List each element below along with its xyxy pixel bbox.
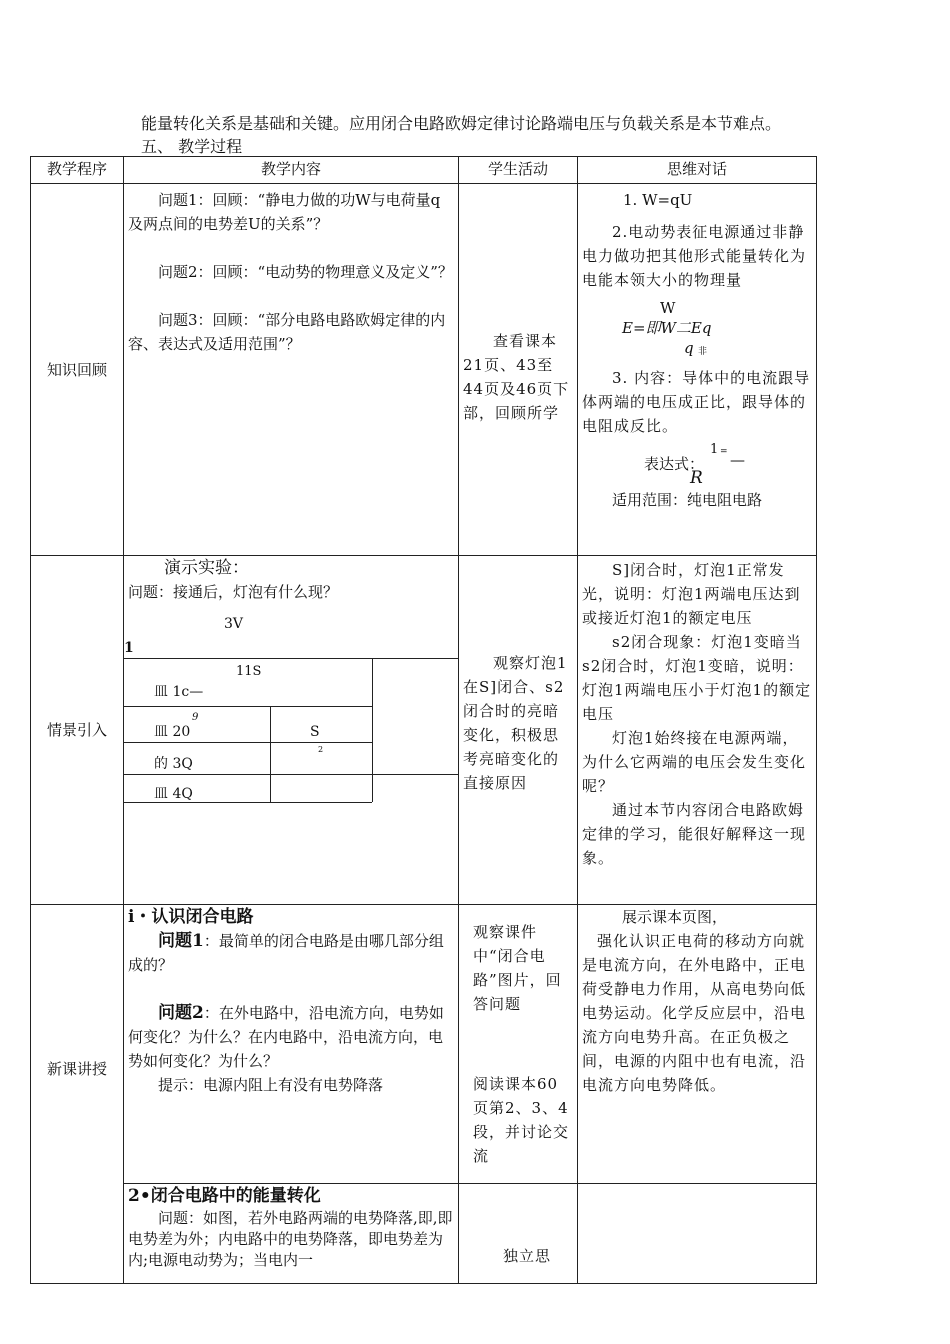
new-lesson-2-student: 独立思	[503, 1247, 552, 1265]
student-review	[459, 184, 578, 556]
new-lesson-student-activity-2: 阅读课本60页第2、3、4段，并讨论交流	[473, 1075, 570, 1165]
review-answer-2: 2.电动势表征电源通过非静电力做功把其他形式能量转化为电能本领大小的物理量	[582, 223, 807, 289]
emf-formula-top: W	[660, 299, 676, 317]
new-lesson-question-1-label: 问题1	[158, 931, 204, 951]
header-dialogue: 思维对话	[578, 157, 817, 184]
scene-question: 问题：接通后，灯泡有什么现？	[128, 583, 339, 601]
content-review	[124, 184, 459, 556]
header-row	[31, 157, 817, 184]
new-lesson-2-text: 问题：如图，若外电路两端的电势降落,即,即电势差为外；内电路中的电势降落，即电势差为内;电源电动势为；当电内一	[128, 1209, 453, 1269]
emf-formula	[578, 292, 816, 357]
review-student-activity: 查看课本21页、43至44页及46页下部，回顾所学	[463, 332, 570, 422]
emf-formula-subscript: 非	[698, 347, 708, 357]
circuit-diagram	[124, 604, 458, 904]
table-row-new-lesson-2	[31, 1184, 817, 1284]
circuit-switch-2-label: S	[310, 724, 320, 740]
circuit-row-1: 皿 1c—	[154, 684, 204, 700]
stage-scene: 情景引入	[31, 556, 124, 905]
circuit-voltage-label: 3V	[224, 616, 244, 632]
new-lesson-dialogue-2: 强化认识正电荷的移动方向就是电流方向，在外电路中，正电荷受静电力作用，从高电势向低电势运动。化学反应层中，沿电流方向电势升高。在正负极之间，电源的内阻中也有电流，沿电流方向电势降低。	[582, 932, 807, 1094]
emf-formula-bottom: q	[684, 339, 694, 357]
circuit-switch-2-subscript: 2	[318, 745, 324, 754]
teaching-process-table	[30, 156, 817, 1284]
review-answer-1: 1. W=qU	[623, 191, 693, 209]
content-new-lesson-2	[124, 1184, 459, 1284]
dialogue-new-lesson-1	[578, 905, 817, 1184]
scene-dialogue-4: 通过本节内容闭合电路欧姆定律的学习，能很好解释这一现象。	[582, 801, 807, 867]
ohm-expression-label: 表达式：	[644, 455, 705, 473]
ohm-formula	[578, 438, 816, 488]
review-question-3: 问题3：回顾：“部分电路电路欧姆定律的内容、表达式及适用范围”？	[128, 311, 446, 353]
table-row-review	[31, 184, 817, 556]
dialogue-scene	[578, 556, 817, 905]
student-new-lesson-1	[459, 905, 578, 1184]
circuit-bulb-1-label: 1	[124, 640, 134, 656]
ohm-formula-equals: =	[720, 447, 728, 457]
scene-student-activity: 观察灯泡1在S]闭合、s2闭合时的亮暗变化，积极思考亮暗变化的直接原因	[463, 654, 568, 792]
new-lesson-student-activity-1: 观察课件中“闭合电路”图片，回答问题	[473, 923, 562, 1013]
review-scope: 适用范围：纯电阻电路	[612, 491, 763, 509]
section-title: 五、 教学过程	[141, 137, 243, 156]
content-scene	[124, 556, 459, 905]
emf-formula-main: E=即W二Eq	[622, 319, 712, 337]
ohm-formula-bottom: R	[690, 468, 703, 488]
review-answer-3: 3. 内容：导体中的电流跟导体两端的电压成正比，跟导体的电阻成反比。	[582, 369, 811, 435]
table-row-new-lesson-1	[31, 905, 817, 1184]
new-lesson-2-title: 2•闭合电路中的能量转化	[128, 1186, 321, 1206]
new-lesson-question-2	[124, 1001, 458, 1073]
circuit-switch-1-label: 11S	[236, 664, 262, 679]
student-new-lesson-2	[459, 1184, 578, 1284]
new-lesson-question-2-label: 问题2	[158, 1003, 204, 1023]
intro-text: 能量转化关系是基础和关键。应用闭合电路欧姆定律讨论路端电压与负载关系是本节难点。	[141, 114, 782, 133]
ohm-formula-dash: —	[730, 451, 745, 469]
header-content: 教学内容	[124, 157, 459, 184]
new-lesson-question-1-text: ：最简单的闭合电路是由哪几部分组成的？	[128, 932, 444, 974]
scene-dialogue-3: 灯泡1始终接在电源两端，为什么它两端的电压会发生变化呢？	[582, 729, 807, 795]
table-row-scene	[31, 556, 817, 905]
review-question-2: 问题2：回顾：“电动势的物理意义及定义”？	[158, 263, 453, 281]
circuit-row-3: 的 3Q	[154, 756, 193, 772]
scene-demo-title: 演示实验：	[164, 558, 249, 578]
student-scene	[459, 556, 578, 905]
content-new-lesson-1	[124, 905, 459, 1184]
dialogue-review	[578, 184, 817, 556]
new-lesson-question-2-text: ：在外电路中，沿电流方向，电势如何变化？为什么？在内电路中，沿电流方向，电势如何变化？为什么？	[128, 1004, 444, 1070]
stage-review: 知识回顾	[31, 184, 124, 556]
header-student: 学生活动	[459, 157, 578, 184]
stage-new-lesson	[31, 905, 124, 1284]
circuit-row-4: 皿 4Q	[154, 786, 193, 802]
new-lesson-question-1	[124, 929, 458, 977]
new-lesson-1-title: i・认识闭合电路	[128, 907, 254, 927]
scene-dialogue-2: s2闭合现象：灯泡1变暗当s2闭合时，灯泡1变暗，说明：灯泡1两端电压小于灯泡1的额定电压	[582, 633, 812, 723]
dialogue-new-lesson-2	[578, 1184, 817, 1284]
new-lesson-hint: 提示：电源内阻上有没有电势降落	[158, 1076, 384, 1094]
stage-new-lesson-label: 新课讲授	[46, 1060, 107, 1078]
circuit-mark-9: 9	[192, 712, 199, 723]
review-question-1: 问题1：回顾：“静电力做的功W与电荷量q及两点间的电势差U的关系”？	[128, 191, 441, 233]
circuit-row-2: 皿 20	[154, 724, 191, 740]
ohm-formula-top: 1	[710, 442, 719, 457]
header-stage: 教学程序	[31, 157, 124, 184]
new-lesson-dialogue-1: 展示课本页图，	[622, 908, 728, 926]
scene-dialogue-1: S]闭合时，灯泡1正常发光，说明：灯泡1两端电压达到或接近灯泡1的额定电压	[582, 561, 801, 627]
